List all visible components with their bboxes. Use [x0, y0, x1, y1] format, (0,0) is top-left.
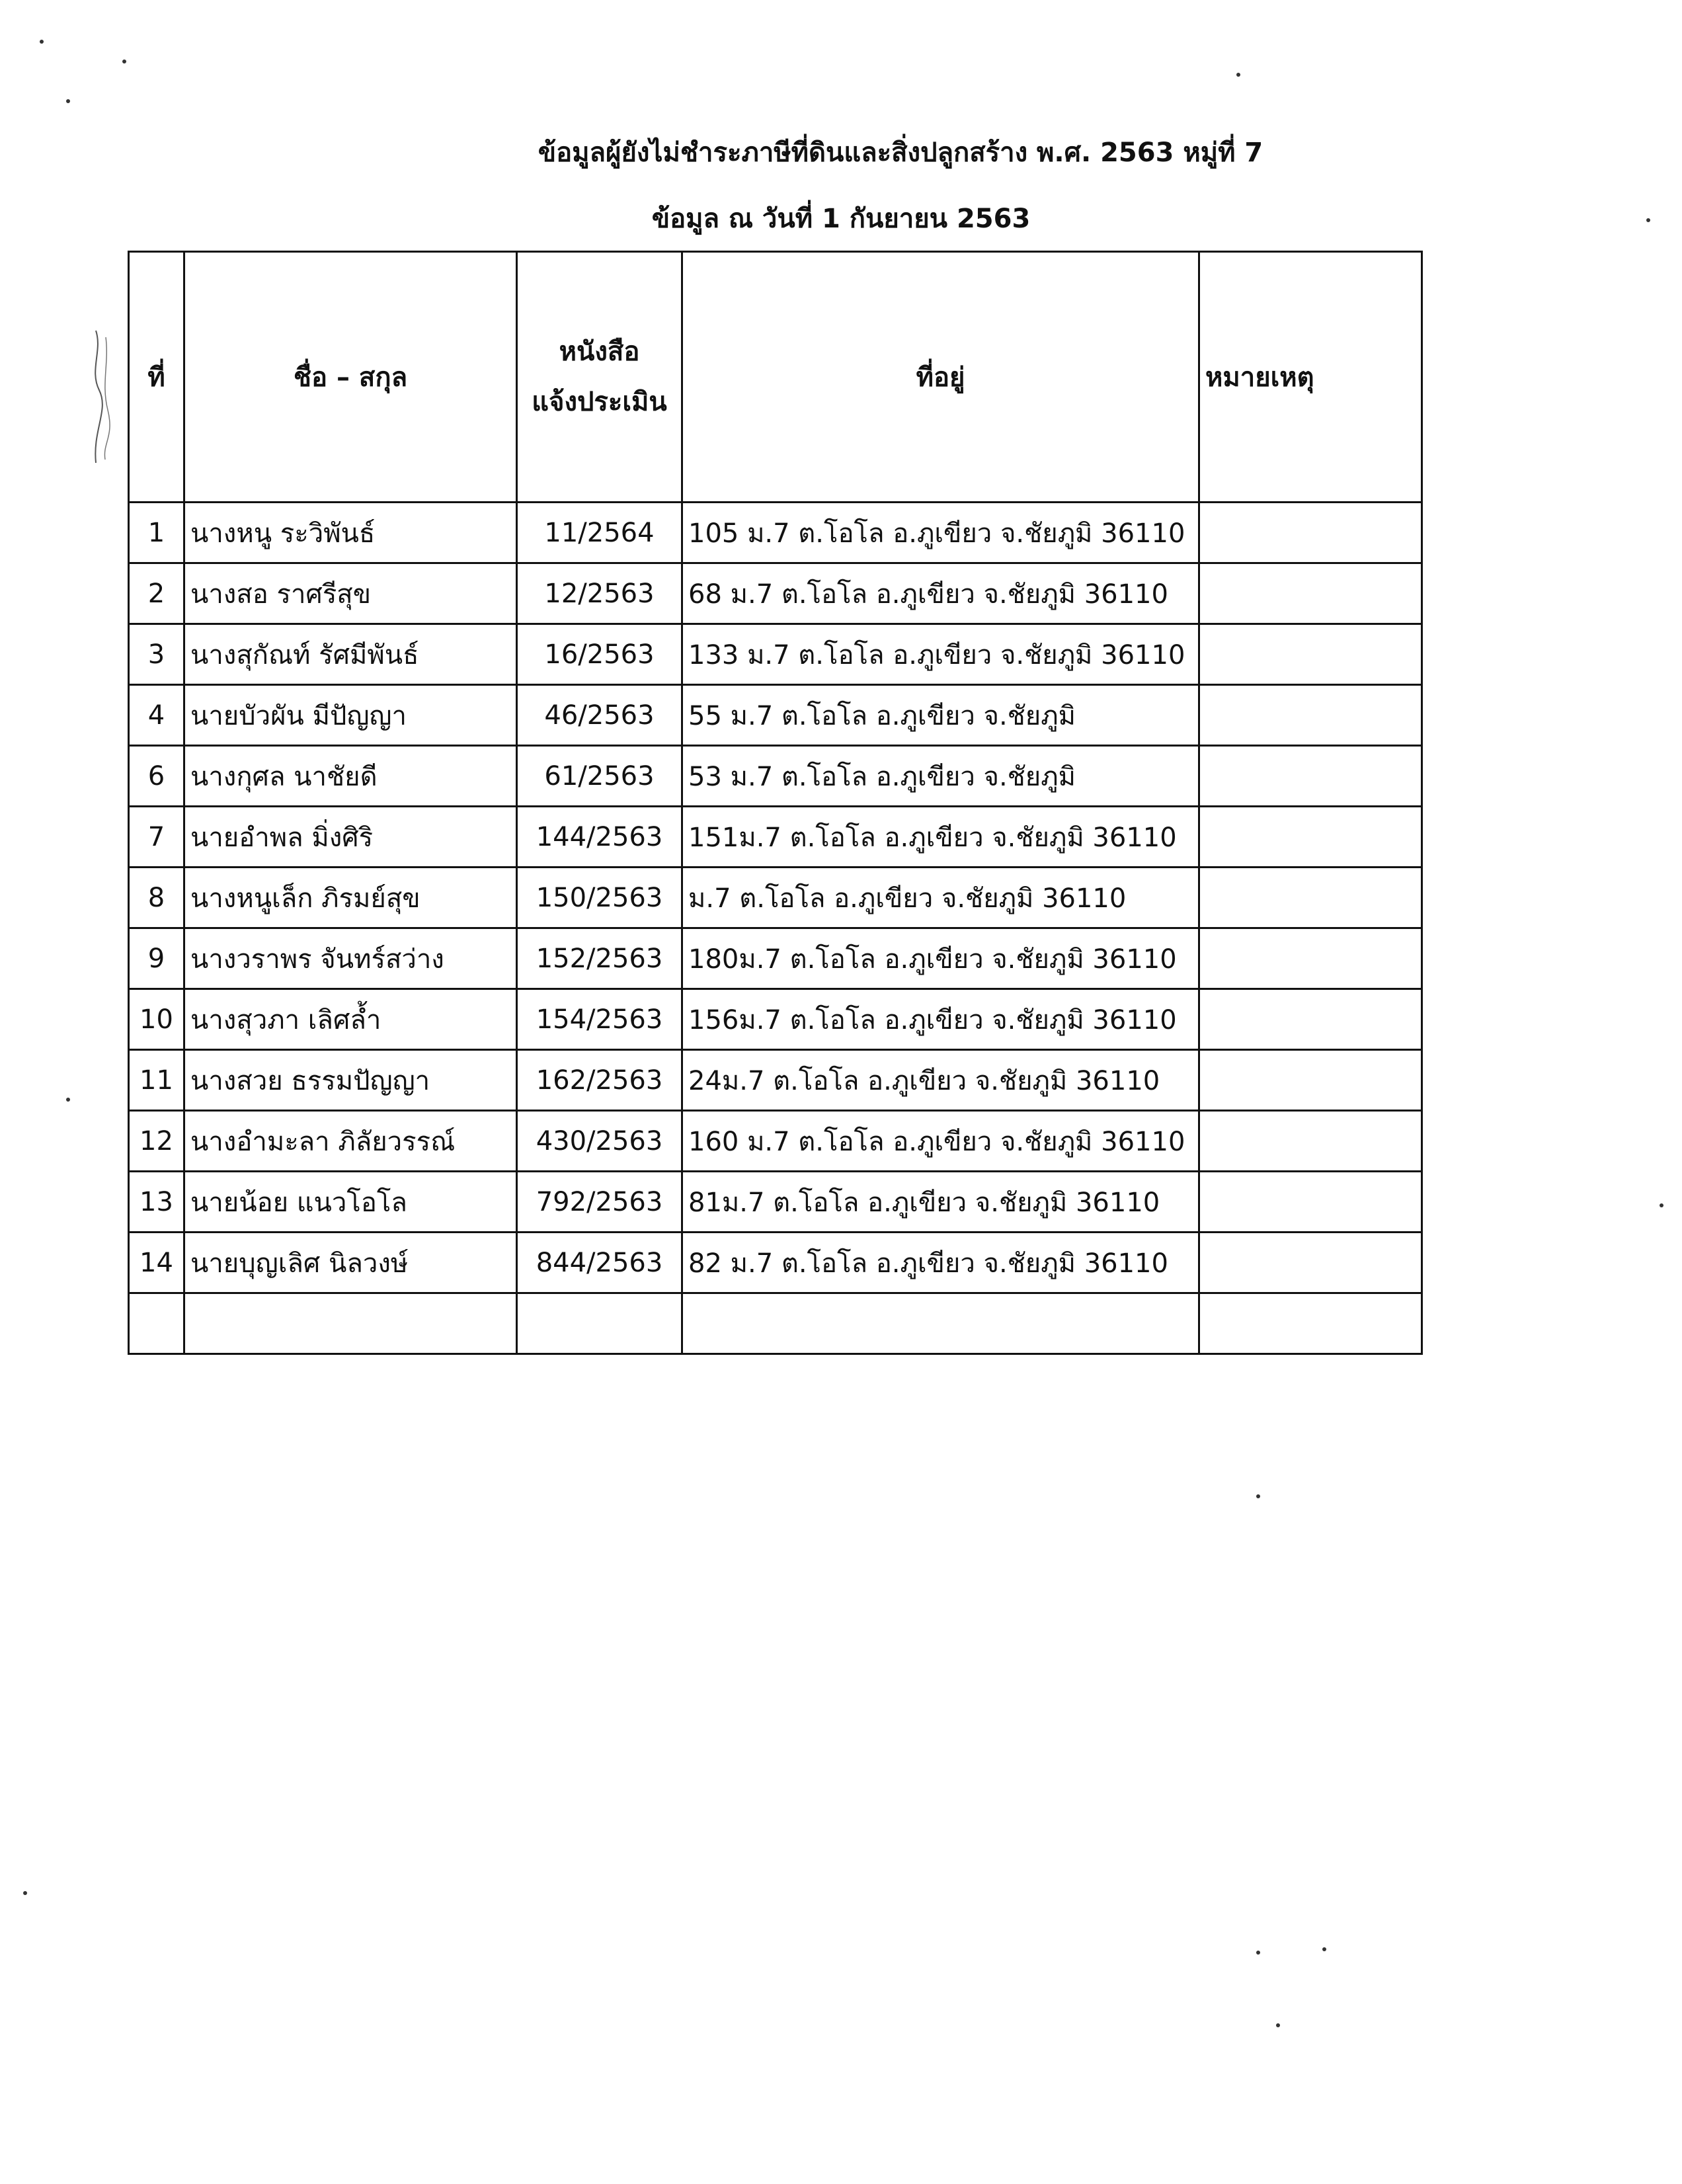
cell-no: 14 — [129, 1233, 184, 1293]
cell-address: 55 ม.7 ต.โอโล อ.ภูเขียว จ.ชัยภูมิ — [682, 685, 1199, 746]
cell-remark — [1199, 928, 1422, 989]
scan-speck — [23, 1891, 27, 1895]
cell-name: นางสวย ธรรมปัญญา — [184, 1050, 517, 1111]
scan-speck — [1276, 2023, 1280, 2027]
cell-name: นางหนูเล็ก ภิรมย์สุข — [184, 868, 517, 928]
cell-address: 105 ม.7 ต.โอโล อ.ภูเขียว จ.ชัยภูมิ 36110 — [682, 503, 1199, 563]
table-row — [129, 1172, 1422, 1233]
cell-no: 10 — [129, 989, 184, 1050]
header-notice-line2: แจ้งประเมิน — [532, 387, 667, 417]
cell-remark — [1199, 1172, 1422, 1233]
table-row — [129, 1293, 1422, 1354]
table-row — [129, 1233, 1422, 1293]
cell-no: 12 — [129, 1111, 184, 1172]
header-remark: หมายเหตุ — [1199, 252, 1422, 503]
cell-remark — [1199, 1111, 1422, 1172]
table-row — [129, 503, 1422, 563]
table-row — [129, 685, 1422, 746]
cell-no: 6 — [129, 746, 184, 807]
cell-name: นางหนู ระวิพันธ์ — [184, 503, 517, 563]
cell-remark — [1199, 989, 1422, 1050]
table-row — [129, 563, 1422, 624]
cell-remark — [1199, 1233, 1422, 1293]
table-row — [129, 1111, 1422, 1172]
table-row — [129, 746, 1422, 807]
tax-arrears-table — [128, 251, 1423, 1355]
document-subtitle: ข้อมูล ณ วันที่ 1 กันยายน 2563 — [651, 204, 1031, 234]
header-name: ชื่อ – สกุล — [184, 252, 517, 503]
cell-notice-number: 154/2563 — [517, 989, 682, 1050]
cell-remark — [1199, 807, 1422, 868]
cell-name: นางสุกัณท์ รัศมีพันธ์ — [184, 624, 517, 685]
cell-address — [682, 1293, 1199, 1354]
cell-remark — [1199, 1293, 1422, 1354]
cell-remark — [1199, 685, 1422, 746]
cell-name — [184, 1293, 517, 1354]
scan-speck — [1660, 1203, 1663, 1207]
cell-name: นางวราพร จันทร์สว่าง — [184, 928, 517, 989]
cell-remark — [1199, 624, 1422, 685]
scan-speck — [122, 60, 126, 63]
cell-remark — [1199, 1050, 1422, 1111]
cell-no: 3 — [129, 624, 184, 685]
scan-speck — [1322, 1947, 1326, 1951]
cell-notice-number: 16/2563 — [517, 624, 682, 685]
cell-name: นายบัวผัน มีปัญญา — [184, 685, 517, 746]
cell-no: 7 — [129, 807, 184, 868]
cell-address: 24ม.7 ต.โอโล อ.ภูเขียว จ.ชัยภูมิ 36110 — [682, 1050, 1199, 1111]
cell-address: 151ม.7 ต.โอโล อ.ภูเขียว จ.ชัยภูมิ 36110 — [682, 807, 1199, 868]
cell-no: 9 — [129, 928, 184, 989]
header-notice-line1: หนังสือ — [559, 337, 640, 367]
cell-no: 8 — [129, 868, 184, 928]
table-body — [129, 503, 1422, 1354]
header-no: ที่ — [129, 252, 184, 503]
cell-name: นางสุวภา เลิศล้ำ — [184, 989, 517, 1050]
cell-notice-number: 162/2563 — [517, 1050, 682, 1111]
header-notice — [517, 252, 682, 503]
table-row — [129, 1050, 1422, 1111]
cell-address: 156ม.7 ต.โอโล อ.ภูเขียว จ.ชัยภูมิ 36110 — [682, 989, 1199, 1050]
cell-notice-number — [517, 1293, 682, 1354]
margin-scribble — [83, 324, 122, 469]
cell-address: 160 ม.7 ต.โอโล อ.ภูเขียว จ.ชัยภูมิ 36110 — [682, 1111, 1199, 1172]
cell-notice-number: 11/2564 — [517, 503, 682, 563]
cell-notice-number: 844/2563 — [517, 1233, 682, 1293]
cell-address: 82 ม.7 ต.โอโล อ.ภูเขียว จ.ชัยภูมิ 36110 — [682, 1233, 1199, 1293]
scan-speck — [1256, 1951, 1260, 1955]
cell-name: นายอำพล มิ่งศิริ — [184, 807, 517, 868]
cell-address: ม.7 ต.โอโล อ.ภูเขียว จ.ชัยภูมิ 36110 — [682, 868, 1199, 928]
cell-address: 53 ม.7 ต.โอโล อ.ภูเขียว จ.ชัยภูมิ — [682, 746, 1199, 807]
scan-speck — [40, 40, 44, 44]
cell-notice-number: 46/2563 — [517, 685, 682, 746]
cell-name: นายน้อย แนวโอโล — [184, 1172, 517, 1233]
scan-speck — [1256, 1494, 1260, 1498]
cell-no: 11 — [129, 1050, 184, 1111]
cell-address: 81ม.7 ต.โอโล อ.ภูเขียว จ.ชัยภูมิ 36110 — [682, 1172, 1199, 1233]
cell-remark — [1199, 868, 1422, 928]
scan-speck — [1646, 218, 1650, 222]
scan-speck — [66, 1098, 70, 1102]
header-address: ที่อยู่ — [682, 252, 1199, 503]
cell-no: 13 — [129, 1172, 184, 1233]
document-title: ข้อมูลผู้ยังไม่ชำระภาษีที่ดินและสิ่งปลูกสร้าง พ.ศ. 2563 หมู่ที่ 7 — [538, 138, 1263, 168]
cell-notice-number: 12/2563 — [517, 563, 682, 624]
scan-speck — [1236, 73, 1240, 77]
cell-no — [129, 1293, 184, 1354]
cell-remark — [1199, 746, 1422, 807]
cell-notice-number: 430/2563 — [517, 1111, 682, 1172]
cell-name: นายบุญเลิศ นิลวงษ์ — [184, 1233, 517, 1293]
cell-address: 180ม.7 ต.โอโล อ.ภูเขียว จ.ชัยภูมิ 36110 — [682, 928, 1199, 989]
cell-remark — [1199, 563, 1422, 624]
table-row — [129, 928, 1422, 989]
cell-no: 2 — [129, 563, 184, 624]
cell-name: นางกุศล นาชัยดี — [184, 746, 517, 807]
scan-speck — [66, 99, 70, 103]
cell-address: 133 ม.7 ต.โอโล อ.ภูเขียว จ.ชัยภูมิ 36110 — [682, 624, 1199, 685]
table-row — [129, 807, 1422, 868]
cell-address: 68 ม.7 ต.โอโล อ.ภูเขียว จ.ชัยภูมิ 36110 — [682, 563, 1199, 624]
cell-notice-number: 792/2563 — [517, 1172, 682, 1233]
cell-notice-number: 150/2563 — [517, 868, 682, 928]
cell-name: นางอำมะลา ภิลัยวรรณ์ — [184, 1111, 517, 1172]
cell-notice-number: 152/2563 — [517, 928, 682, 989]
cell-no: 4 — [129, 685, 184, 746]
table-header-row — [129, 252, 1422, 503]
cell-notice-number: 61/2563 — [517, 746, 682, 807]
table-row — [129, 989, 1422, 1050]
table-row — [129, 868, 1422, 928]
cell-remark — [1199, 503, 1422, 563]
cell-name: นางสอ ราศรีสุข — [184, 563, 517, 624]
table-row — [129, 624, 1422, 685]
cell-notice-number: 144/2563 — [517, 807, 682, 868]
cell-no: 1 — [129, 503, 184, 563]
